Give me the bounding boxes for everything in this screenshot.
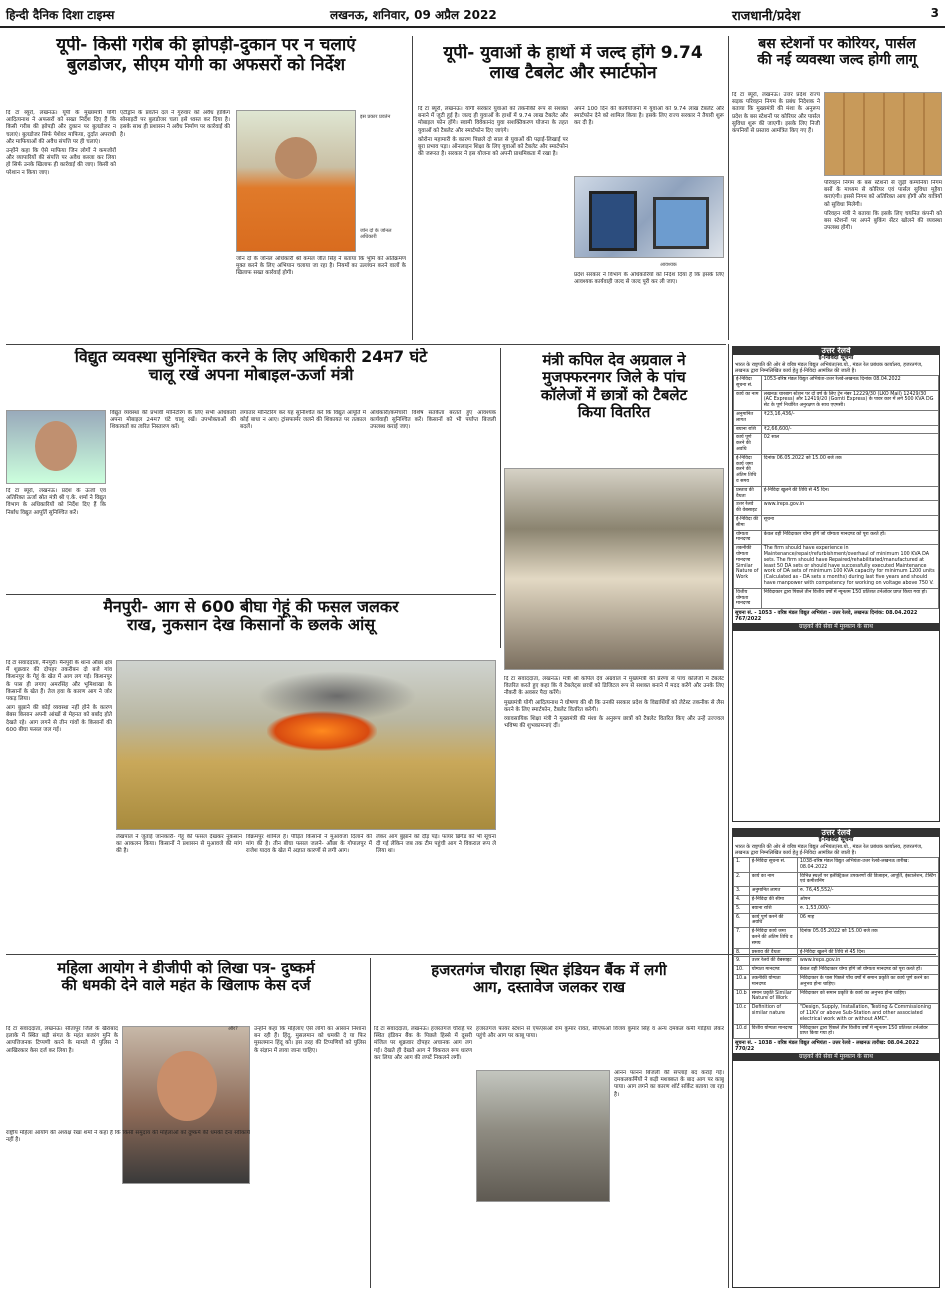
notice-cell: दिनांक 06.05.2022 को 15.00 बजे तक bbox=[761, 454, 938, 486]
article-5-body bbox=[504, 676, 724, 956]
article-2-col-3 bbox=[574, 272, 724, 340]
notice-row bbox=[734, 895, 939, 904]
notice-row bbox=[734, 928, 939, 948]
notice-cell: निविदाकार द्वारा पिछले तीन वित्तीय वर्षों में न्यूनतम 150 प्रतिशत टर्नओवर प्राप्त किया गया हो। bbox=[797, 1024, 938, 1039]
notice-cell: समान प्रकृति Similar Nature of Work bbox=[749, 989, 797, 1004]
headline-line: किया वितरित bbox=[577, 402, 651, 421]
notice-cell: तकनीकी योग्यता मानदण्ड bbox=[749, 974, 797, 989]
notice-row bbox=[734, 913, 939, 928]
article-4-col-1 bbox=[6, 488, 106, 588]
notice-intro: भारत के राष्ट्रपति की ओर से वरिष्ठ मंडल विद्युत अभियंता/सा.यो., मंडल रेल प्रबंधक कार्यालय, हजरतगंज, लखनऊ द्वारा निम्नलिखित कार्य हेतु ई-निविदा आमंत्रित की जाती है। bbox=[735, 844, 923, 856]
notice-cell: कार्य का नाम bbox=[734, 390, 762, 410]
notice-cell: 4. bbox=[734, 895, 750, 904]
article-6-col-1 bbox=[6, 660, 112, 888]
notice-cell: वित्तीय योग्यता मानदण्ड bbox=[734, 588, 762, 608]
notice-cell: तकनीकी योग्यता मानदण्ड Similar Nature of Work bbox=[734, 545, 762, 589]
paragraph: लेखपाल ने जुताई जानकारी- गेहूं की फसल देखकर नुकसान का आकलन किया। किसानों ने प्रशासन से मुआवजे की मांग की है। bbox=[116, 834, 242, 855]
article-2-col-1 bbox=[418, 106, 568, 340]
notice-cell: 5. bbox=[734, 904, 750, 913]
article-6-col-4 bbox=[376, 834, 496, 950]
notice-row bbox=[734, 545, 939, 589]
headline-line: चालू रखें अपना मोबाइल-ऊर्जा मंत्री bbox=[148, 365, 354, 385]
notice-cell: निविदाकार के पास पिछले पाँच वर्षों में समान प्रकृति का कार्य पूर्ण करने का अनुभव होना चाहिए। bbox=[797, 974, 938, 989]
notice-footer bbox=[733, 1039, 939, 1053]
notice-row bbox=[734, 486, 939, 501]
paragraph: अधिकारी/कर्मचारी विशेष सतर्कता बरतते हुए आवश्यक कार्यवाही सुनिश्चित करें। किसानों को भी पर्याप्त बिजली उपलब्ध कराई जाए। bbox=[370, 410, 496, 431]
article-8-col-3 bbox=[614, 1070, 724, 1202]
notice-top: उत्तर रेलवे bbox=[733, 347, 939, 355]
paragraph: लेकर आग बुझाने को दौड़ पड़े। फायर ब्रिगेड को भी सूचना दी गई लेकिन जब तक टीम पहुंची आग ने विकराल रूप ले लिया था। bbox=[376, 834, 496, 855]
paper-name: हिन्दी दैनिक दिशा टाइम्स bbox=[6, 8, 115, 22]
paragraph: एंटीड्रोन के प्रवर्तन दल ने गुरुवार को अवैध हाकिंग सोसाइटी पर बुलडोजर चला इसे ध्वस्त कर दिया है। इसके साथ ही प्रशासन ने अवैध निर्माण पर कार्रवाई की है। bbox=[120, 110, 230, 138]
notice-cell: 02 साल bbox=[761, 434, 938, 454]
paragraph: आनन फानन बिजली की सप्लाई बंद कराई गई। दमकलकर्मियों ने कड़ी मशक्कत के बाद आग पर काबू पाया। आग लगने का कारण शॉर्ट सर्किट बताया जा रहा है। bbox=[614, 1070, 724, 1098]
notice-row bbox=[734, 501, 939, 516]
headline-line: आग, दस्तावेज जलकर राख bbox=[472, 978, 626, 997]
headline-line: महिला आयोग ने डीजीपी को लिखा पत्र- दुष्कर्म bbox=[57, 960, 315, 977]
article-6-col-2 bbox=[116, 834, 242, 950]
notice-row bbox=[734, 410, 939, 425]
headline-line: यूपी- युवाओं के हाथों में जल्द होंगे 9.74 bbox=[443, 44, 703, 63]
section-name: राजधानी/प्रदेश bbox=[732, 9, 801, 24]
notice-cell: उत्तर रेलवे की वेबसाइट bbox=[734, 501, 762, 516]
notice-row bbox=[734, 390, 939, 410]
notice-row bbox=[734, 1004, 939, 1024]
article-1-col-1 bbox=[6, 110, 116, 340]
article-4-col-4 bbox=[370, 410, 496, 588]
headline-line: की धमकी देने वाले महंत के खिलाफ केस दर्ज bbox=[61, 976, 311, 995]
notice-cell: 1053-वरिष्ठ मंडल विद्युत अभियंता-उत्तर रेलवे-लखनऊ दिनांक 08.04.2022 bbox=[761, 376, 938, 391]
article-4-col-3 bbox=[240, 410, 366, 588]
notice-cell: लखनऊ चारबाग स्टेशन पर दो वर्ष के लिए ट्रेन नंबर 12229/30 (LKO Mail) 12429/30 (AC Express) और 12419/20 (Gomti Express) के पावर कार में लगे 500 KVA DG सेट के पूर्ण निर्धारित अनुरक्षण के साथ एएमसी। bbox=[761, 390, 938, 410]
notice-cell: 10.b bbox=[734, 989, 750, 1004]
paragraph: परिवहन निगम के बस स्टेशनों से जुड़ी कम्पनियां निगम बसों के माध्यम से कोरियर एवं पार्सल सुविधा मुहैया कराएंगी। इससे निगम को अतिरिक्त आय होगी और यात्रियों को सुविधा मिलेगी। bbox=[824, 180, 942, 208]
tablets-photo bbox=[574, 176, 724, 258]
paragraph: प्रदेश सरकार ने विभाग के अधिकारियों को निर्देश दिया है कि इसके लिए आवश्यक कार्यवाही जल्द से जल्द पूरी कर ली जाए। bbox=[574, 272, 724, 286]
notice-cell: केवल वही निविदाकार योग्य होंगे जो योग्यता मानदण्ड को पूरा करते हों। bbox=[761, 530, 938, 545]
notice-cell: ई-निविदा खुलने की तिथि से 45 दिन। bbox=[797, 948, 938, 957]
tender-notice-2 bbox=[732, 828, 940, 1288]
notice-cell: 9. bbox=[734, 957, 750, 966]
notice-cell: "Design, Supply, Installation, Testing & Commissioning of 11KV or above Sub-Station and other associated electrical work with or without AMC". bbox=[797, 1004, 938, 1024]
notice-cell: The firm should have experience in Maintenance/repair/refurbishment/overhaul of minimum 100 KVA DA sets. The firm should have Repaired/rehabilitated/manufactured at least 50 DA sets or should have successfully executed Maintenance work of DA sets of minimum 100 KVA capacity for minimum 1200 units (Calculated as - DA sets x months) during last five years and should have manpower with competency for working on voltage above 750 V. bbox=[761, 545, 938, 589]
headline-line: की नई व्यवस्था जल्द होगी लागू bbox=[757, 52, 917, 69]
photo-caption: आवश्यक bbox=[660, 262, 677, 268]
notice-row bbox=[734, 858, 939, 873]
notice-intro: भारत के राष्ट्रपति की ओर से वरिष्ठ मंडल विद्युत अभियंता/सा.यो., मंडल रेल प्रबंधक कार्यालय, हजरतगंज, लखनऊ द्वारा निम्नलिखित कार्य हेतु ई-निविदा आमंत्रित की जाती है। bbox=[735, 362, 923, 374]
paragraph: आग बुझाने की कोई व्यवस्था नहीं होने के कारण बेबस किसान अपनी आंखों से मेहनत को बर्बाद होते देखते रहे। आग लगने से तीन गांवों के किसानों की 600 बीघा फसल जल गई। bbox=[6, 705, 112, 733]
notice-cell: 10.d bbox=[734, 1024, 750, 1039]
paragraph: मुख्यमंत्री योगी आदित्यनाथ ने घोषणा की थी कि उनकी सरकार प्रदेश के विद्यार्थियों को लेटेस्ट तकनीक से लैस करने के लिए स्मार्टफोन, टैबलेट वितरित करेगी। bbox=[504, 699, 724, 713]
notice-cell: 10.a bbox=[734, 974, 750, 989]
notice-cell: निविदाकार को समान प्रकृति के कार्य का अनुभव होना चाहिए। bbox=[797, 989, 938, 1004]
notice-title: ई-निविदा सूचना bbox=[818, 354, 854, 361]
article-7-col-2 bbox=[6, 1130, 250, 1288]
notice-cell: उत्तर रेलवे की वेबसाइट bbox=[749, 957, 797, 966]
headline-line: यूपी- किसी गरीब की झोपड़ी-दुकान पर न चलाएं bbox=[56, 36, 356, 55]
notice-cell: 10.c bbox=[734, 1004, 750, 1024]
notice-cell: ई-निविदा सूचना सं. bbox=[749, 858, 797, 873]
photo-caption: इस प्रकार प्रवर्तन bbox=[360, 114, 391, 120]
article-3-col-2 bbox=[824, 180, 942, 340]
notice-cell: 1. bbox=[734, 858, 750, 873]
page-number: 3 bbox=[930, 6, 939, 20]
parcels-photo bbox=[824, 92, 942, 176]
notice-tagline: ग्राहकों की सेवा में मुस्कान के साथ bbox=[733, 1053, 939, 1061]
notice-cell: ई-निविदा कार्य जमा करने की अंतिम तिथि व समय bbox=[734, 454, 762, 486]
notice-cell: www.ireps.gov.in bbox=[761, 501, 938, 516]
article-7-col-3 bbox=[254, 1026, 366, 1288]
notice-cell: कार्य पूर्ण करने की अवधि bbox=[749, 913, 797, 928]
notice-cell: ₹23,16,436/- bbox=[761, 410, 938, 425]
notice-table bbox=[733, 375, 939, 609]
paragraph: विद्युत व्यवस्था की प्रभावी मॉनिटरिंग के लिए सभी अधिकारी अपना मोबाइल 24म7 घंटे चालू रखें। उपभोक्ताओं की शिकायतों का त्वरित निस्तारण करें। bbox=[110, 410, 236, 431]
paragraph: लगातार मॉनिटरिंग कर यह सुनिश्चित करें कि विद्युत आपूर्ति में कोई बाधा न आए। ट्रांसफार्मर जलने की शिकायत पर तत्काल बदलें। bbox=[240, 410, 366, 431]
notice-cell: 3. bbox=[734, 887, 750, 896]
notice-cell: अनुमानित लागत bbox=[734, 410, 762, 425]
yogi-photo bbox=[236, 110, 356, 252]
paragraph: विक्रमपुर शामिल हैं। पीड़ित किसानों ने मुआवजा दिलाने की मांग की है। तीन बीघा फसल जलने- औंछा के गोपालपुर में राजेश यादव के खेत में अज्ञात कारणों से लगी आग। bbox=[246, 834, 372, 855]
paragraph: दि टा ब्यूरो, लखनऊ। यूपी के मुख्यमंत्री योगी आदित्यनाथ ने अफसरों को सख्त निर्देश दिए हैं कि किसी गरीब की झोपड़ी और दुकान पर बुलडोजर न चलाएं। बुलडोजर सिर्फ पेशेवर माफिया, दुर्दांत अपराधी और माफियाओं की अवैध संपत्ति पर ही चलाएं। bbox=[6, 110, 116, 145]
notice-cell: रु. 1,53,000/- bbox=[797, 904, 938, 913]
headline-line: कॉलेजों में छात्रों को टैबलेट bbox=[540, 385, 688, 404]
notice-row bbox=[734, 948, 939, 957]
bank-fire-photo bbox=[476, 1070, 610, 1202]
notice-cell: रु. 76,45,552/- bbox=[797, 887, 938, 896]
notice-cell: ई-निविदा की सीमा bbox=[734, 515, 762, 530]
notice-row bbox=[734, 966, 939, 975]
notice-cell: 06 माह bbox=[797, 913, 938, 928]
notice-cell: केवल वही निविदाकार योग्य होंगे जो योग्यता मानदण्ड को पूरा करते हों। bbox=[797, 966, 938, 975]
notice-cell: 2. bbox=[734, 872, 750, 887]
article-1-col-3 bbox=[236, 256, 406, 340]
article-8-headline bbox=[374, 962, 724, 1022]
paragraph: हजरतगंज फायर स्टेशन से एफएसओ राम कुमार रावत, सीएफओ विजय कुमार सिंह व अन्य दमकल कर्मी गाड़ियां लेकर पहुंचे और आग पर काबू पाया। bbox=[476, 1026, 724, 1040]
notice-cell: 10. bbox=[734, 966, 750, 975]
notice-cell: ₹2,66,600/- bbox=[761, 425, 938, 434]
article-3-headline bbox=[732, 36, 942, 86]
headline-line: मुजफ्फरनगर जिले के पांच bbox=[542, 368, 686, 387]
paragraph: दि टा ब्यूरो, लखनऊ। उत्तर प्रदेश राज्य सड़क परिवहन निगम के प्रबंध निदेशक ने बताया कि मुख्यमंत्री की मंशा के अनुरूप प्रदेश के बस स्टेशनों पर कोरियर और पार्सल सुविधा शुरू की जाएगी। इसके लिए निजी कंपनियों से प्रस्ताव आमंत्रित किए गए हैं। bbox=[732, 92, 820, 135]
notice-cell: प्रस्ताव की वैधता bbox=[749, 948, 797, 957]
notice-row bbox=[734, 425, 939, 434]
notice-cell: 8. bbox=[734, 948, 750, 957]
paragraph: दि टा संवाददाता, लखनऊ। हजरतगंज चौराहे पर स्थित इंडियन बैंक के पिछले हिस्से में दूसरी मंजिल पर शुक्रवार दोपहर अचानक आग लग गई। देखते ही देखते आग ने विकराल रूप धारण कर लिया और आग की लपटें निकलने लगीं। bbox=[374, 1026, 472, 1061]
notice-cell: Definition of similar nature bbox=[749, 1004, 797, 1024]
notice-code: 770/22 bbox=[735, 1046, 755, 1053]
notice-code: 767/2022 bbox=[735, 616, 762, 623]
notice-cell: ओपन bbox=[797, 895, 938, 904]
paragraph: उन्होंने कहा कि महिलाएं ऐसे लोगों का आसान निशाना बन रही हैं। हिंदू, मुसलमान को धमकी दे या फिर मुसलमान हिंदू को। इस तरह की टिप्पणियों को पुलिस के संज्ञान में लाया जाना चाहिए। bbox=[254, 1026, 366, 1054]
notice-cell: बयाना राशि bbox=[749, 904, 797, 913]
article-1-col-2 bbox=[120, 110, 230, 340]
notice-row bbox=[734, 530, 939, 545]
headline-line: राख, नुकसान देख किसानों के छलके आंसू bbox=[126, 615, 376, 635]
notice-cell: योग्यता मानदण्ड bbox=[749, 966, 797, 975]
article-1-headline bbox=[6, 36, 406, 96]
masthead bbox=[0, 0, 945, 28]
headline-line: लाख टैबलेट और स्मार्टफोन bbox=[489, 62, 657, 83]
article-8-col-2 bbox=[476, 1026, 724, 1066]
notice-row bbox=[734, 887, 939, 896]
notice-cell: निविदाकार द्वारा पिछले तीन वित्तीय वर्षों में न्यूनतम 150 प्रतिशत टर्नओवर प्राप्त किया गया हो। bbox=[761, 588, 938, 608]
notice-cell: अनुमानित लागत bbox=[749, 887, 797, 896]
notice-row bbox=[734, 515, 939, 530]
paragraph: राष्ट्रीय महिला आयोग की अध्यक्ष रेखा शर्मा ने कहा है कि किसी समुदाय की महिलाओं को दुष्कर्म की धमकी देना स्वीकार्य नहीं है। bbox=[6, 1130, 250, 1144]
notice-cell: विभिन्न स्थलों पर इलेक्ट्रिकल उपकरणों की डिजाइन, आपूर्ति, इंस्टालेशन, टेस्टिंग एवं कमीशनिंग bbox=[797, 872, 938, 887]
notice-table bbox=[733, 857, 939, 1039]
notice-row bbox=[734, 434, 939, 454]
date-line: लखनऊ, शनिवार, 09 अप्रैल 2022 bbox=[330, 8, 497, 22]
notice-row bbox=[734, 376, 939, 391]
notice-row bbox=[734, 588, 939, 608]
tablet-distribution-photo bbox=[504, 468, 724, 670]
notice-cell: कार्य का नाम bbox=[749, 872, 797, 887]
notice-row bbox=[734, 1024, 939, 1039]
notice-footer-text: सूचना सं. - 1053 - वरिष्ठ मंडल विद्युत अभियंता - उत्तर रेलवे, लखनऊ दिनांक: 08.04.2022 bbox=[735, 610, 918, 617]
article-7-col-1 bbox=[6, 1026, 118, 1126]
notice-cell: दिनांक 05.05.2022 को 15.00 बजे तक bbox=[797, 928, 938, 948]
notice-cell: ई-निविदा खुलने की तिथि से 45 दिन। bbox=[761, 486, 938, 501]
notice-cell: 6. bbox=[734, 913, 750, 928]
paragraph: दि टा संवाददाता, लखनऊ। मंत्री श्री कपिल देव अग्रवाल ने मुख्यमंत्री की प्रेरणा से पांच कॉलेजों में टैबलेट वितरित करते हुए कहा कि ये टैबलेट्स छात्रों को डिजिटल रूप से सशक्त बनाने में मदद करेंगे और उनके लिए नौकरी के अवसर पैदा करेंगे। bbox=[504, 676, 724, 697]
paragraph: दि टा संवाददाता, लखनऊ। सीतापुर जिले के खैराबाद इलाके में स्थित बड़ी संगत के महंत बजरंग मुनि के आपत्तिजनक टिप्पणी करने के मामले में पुलिस ने आखिरकार केस दर्ज कर लिया है। bbox=[6, 1026, 118, 1054]
notice-cell: वित्तीय योग्यता मानदण्ड bbox=[749, 1024, 797, 1039]
photo-caption: जोन दो के जोनल अधिकारी bbox=[360, 228, 392, 240]
notice-cell: सूचना bbox=[761, 515, 938, 530]
paragraph: परिवहन मंत्री ने बताया कि इसके लिए चयनित कंपनी को बस स्टेशनों पर अपने बुकिंग सेंटर खोलने की व्यवस्था उपलब्ध होगी। bbox=[824, 210, 942, 232]
paragraph: कोरोना महामारी के कारण पिछले दो साल से युवाओं की पढ़ाई-लिखाई पर बुरा प्रभाव पड़ा। ऑनलाइन शिक्षा के लिए युवाओं को टैबलेट और स्मार्टफोन की जरूरत है। सरकार ने इस योजना को अपनी प्राथमिकता में रखा है। bbox=[418, 136, 568, 158]
headline-line: बुलडोजर, सीएम योगी का अफसरों को निर्देश bbox=[66, 54, 346, 75]
notice-footer bbox=[733, 609, 939, 623]
article-5-headline bbox=[504, 352, 724, 462]
notice-row bbox=[734, 989, 939, 1004]
notice-row bbox=[734, 957, 939, 966]
notice-cell: प्रस्ताव की वैधता bbox=[734, 486, 762, 501]
article-6-headline bbox=[6, 598, 496, 654]
article-2-headline bbox=[418, 44, 728, 104]
article-3-col-1 bbox=[732, 92, 820, 340]
article-4-headline bbox=[6, 348, 496, 406]
photo-caption: और? bbox=[228, 1026, 238, 1032]
paragraph: जोन दो के जोनल अधिकारी श्री कमल जीत सिंह ने बताया कि भूमि को अतिक्रमण मुक्त करने के लिए अभियान चलाया जा रहा है। नियमों का उल्लंघन करने वालों के खिलाफ सख्त कार्रवाई होगी। bbox=[236, 256, 406, 277]
notice-cell: 1038-वरिष्ठ मंडल विद्युत अभियंता-उत्तर रेलवे-लखनऊ तारीख: 08.04.2022 bbox=[797, 858, 938, 873]
notice-tagline: ग्राहकों की सेवा में मुस्कान के साथ bbox=[733, 623, 939, 631]
notice-row bbox=[734, 454, 939, 486]
minister-photo bbox=[6, 410, 106, 484]
notice-cell: www.ireps.gov.in bbox=[797, 957, 938, 966]
fire-photo bbox=[116, 660, 496, 830]
article-4-col-2 bbox=[110, 410, 236, 588]
article-8-col-1 bbox=[374, 1026, 472, 1288]
notice-cell: कार्य पूर्ण करने की अवधि bbox=[734, 434, 762, 454]
notice-cell: 7. bbox=[734, 928, 750, 948]
tender-notice-1 bbox=[732, 346, 940, 822]
article-6-col-3 bbox=[246, 834, 372, 950]
notice-row bbox=[734, 872, 939, 887]
notice-title: ई-निविदा सूचना bbox=[818, 836, 854, 843]
paragraph: दि टा संवाददाता, मैनपुरी। मैनपुरी के थाना औंछा क्षेत्र में शुक्रवार की दोपहर तकरीबन दो बजे गांव किशनपुर के गेहूं के खेत में आग लग गई। किशनपुर के पास ही लगाए अमरसिंह और भूमिशाखा के किसानों के खेत हैं। तेज हवा के कारण आग ने जोर पकड़ लिया। bbox=[6, 660, 112, 703]
article-7-headline bbox=[6, 960, 366, 1020]
article-2-col-2 bbox=[574, 106, 724, 176]
paragraph: दि टा ब्यूरो, लखनऊ। प्रदेश के ऊर्जा एवं अतिरिक्त ऊर्जा स्रोत मंत्री श्री ए.के. शर्मा ने विद्युत विभाग के अधिकारियों को निर्देश दिए हैं कि निर्बाध विद्युत आपूर्ति सुनिश्चित करें। bbox=[6, 488, 106, 516]
notice-top: उत्तर रेलवे bbox=[733, 829, 939, 837]
headline-line: बस स्टेशनों पर कोरियर, पार्सल bbox=[758, 36, 916, 52]
notice-cell: ई-निविदा की सीमा bbox=[749, 895, 797, 904]
paragraph: दि टा ब्यूरो, लखनऊ। योगी सरकार युवाओं को तकनीकी रूप से सशक्त बनाने में जुटी हुई है। जल्द ही युवाओं के हाथों में 9.74 लाख टैबलेट और मोबाइल फोन होंगे। स्वामी विवेकानंद युवा सशक्तिकरण योजना के तहत युवाओं को टैबलेट और स्मार्टफोन दिए जाएंगे। bbox=[418, 106, 568, 134]
notice-row bbox=[734, 904, 939, 913]
headline-line: मंत्री कपिल देव अग्रवाल ने bbox=[542, 352, 686, 369]
paragraph: व्यावसायिक शिक्षा मंत्री ने मुख्यमंत्री की मंशा के अनुरूप छात्रों को टैबलेट वितरित किए और उन्हें उज्ज्वल भविष्य की शुभकामनाएं दीं। bbox=[504, 716, 724, 730]
notice-row bbox=[734, 974, 939, 989]
notice-cell: ई-निविदा सूचना सं. bbox=[734, 376, 762, 391]
notice-cell: योग्यता मानदण्ड bbox=[734, 530, 762, 545]
paragraph: उन्होंने कहा कि ऐसे माफिया जिन लोगों ने कमजोरों और व्यापारियों की संपत्ति पर अवैध कब्जा कर लिया हो सिर्फ उनके खिलाफ ही कार्रवाई की जाए। किसी को परेशान न किया जाए। bbox=[6, 148, 116, 176]
notice-footer-text: सूचना सं. - 1038 - वरिष्ठ मंडल विद्युत अभियंता - उत्तर रेलवे - लखनऊ तारीख: 08.04.2022 bbox=[735, 1040, 919, 1047]
notice-cell: बयाना राशि bbox=[734, 425, 762, 434]
headline-line: विद्युत व्यवस्था सुनिश्चित करने के लिए अधिकारी 24म7 घंटे bbox=[74, 348, 428, 366]
notice-cell: ई-निविदा कार्य जमा करने की अंतिम तिथि व समय bbox=[749, 928, 797, 948]
headline-line: हजरतगंज चौराहा स्थित इंडियन बैंक में लगी bbox=[431, 962, 667, 979]
paragraph: अपने 100 दिन की कार्ययोजना में युवाओं को 9.74 लाख टैबलेट और स्मार्टफोन देने को शामिल किया है। इसके लिए राज्य सरकार ने तैयारी शुरू कर दी है। bbox=[574, 106, 724, 127]
headline-line: मैनपुरी- आग से 600 बीघा गेहूं की फसल जलकर bbox=[103, 598, 399, 616]
